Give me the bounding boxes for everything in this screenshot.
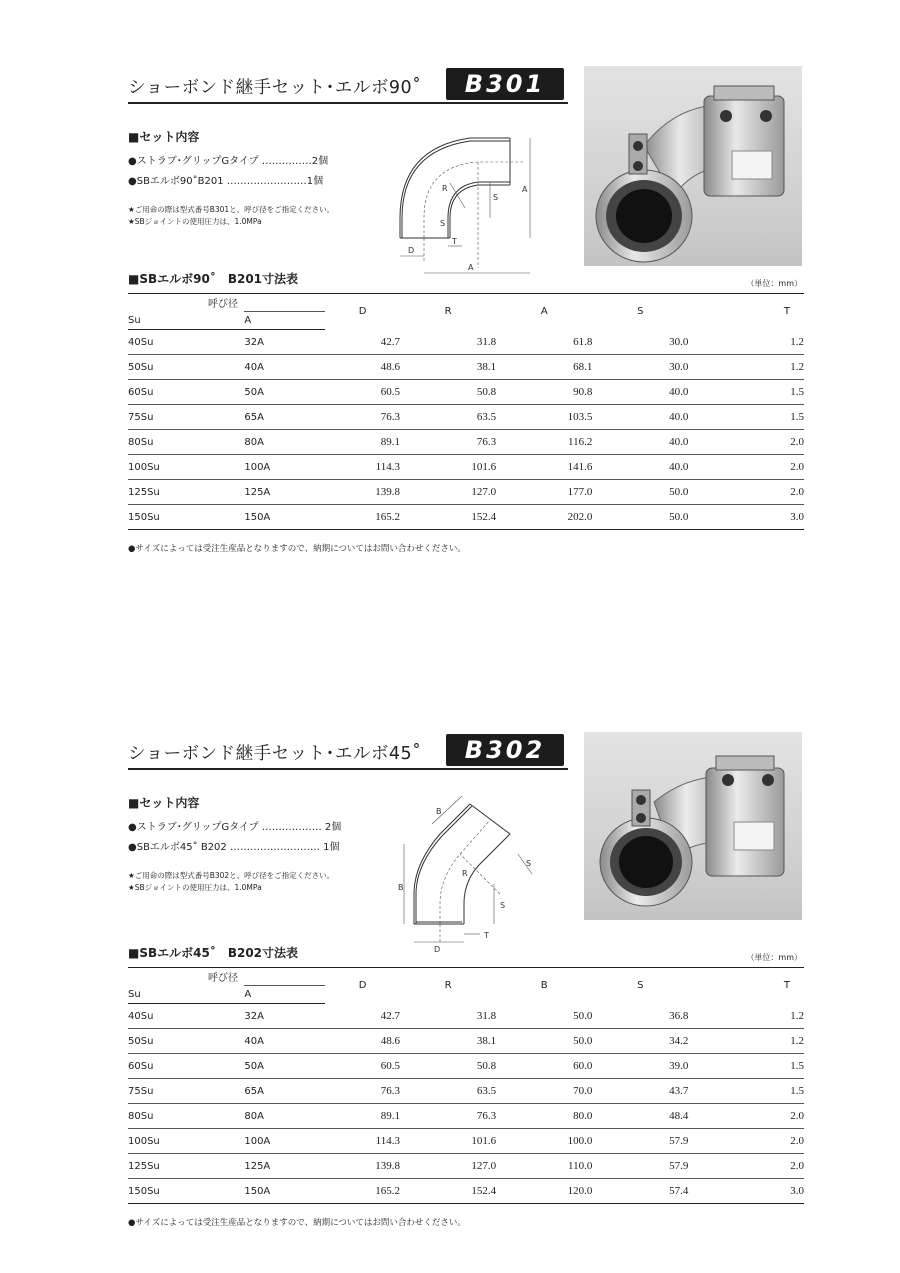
table-cell: 42.7	[325, 1004, 400, 1029]
contents-item: ●SBエルボ90˚B201 ……………………1個	[128, 176, 324, 187]
table-row	[128, 1029, 804, 1054]
table-cell: 61.8	[496, 330, 592, 355]
contents-item: ●ストラブ･グリップGタイプ ……………2個	[128, 156, 329, 167]
header-col: A	[496, 294, 592, 330]
header-nominal: 呼び径	[128, 294, 325, 312]
table-cell: 1.5	[688, 380, 804, 405]
table-cell: 36.8	[592, 1004, 688, 1029]
table-cell: 65A	[244, 405, 325, 430]
table-cell: 2.0	[688, 430, 804, 455]
table-cell: 68.1	[496, 355, 592, 380]
table-cell: 2.0	[688, 480, 804, 505]
table-cell: 43.7	[592, 1079, 688, 1104]
table-cell: 60Su	[128, 380, 244, 405]
table-cell: 103.5	[496, 405, 592, 430]
table-cell: 80A	[244, 430, 325, 455]
table-cell: 50A	[244, 1054, 325, 1079]
table-cell: 2.0	[688, 455, 804, 480]
table-row	[128, 505, 804, 530]
dimension-table	[128, 967, 804, 1204]
table-cell: 177.0	[496, 480, 592, 505]
table-row	[128, 1054, 804, 1079]
table-cell: 40.0	[592, 405, 688, 430]
header-a: A	[244, 312, 325, 330]
title-row	[128, 62, 568, 104]
table-cell: 63.5	[400, 405, 496, 430]
unit-label: （単位：mm）	[746, 953, 802, 962]
table-cell: 100Su	[128, 1129, 244, 1154]
table-cell: 110.0	[496, 1154, 592, 1179]
table-cell: 50.0	[592, 480, 688, 505]
header-col: B	[496, 968, 592, 1004]
table-cell: 48.6	[325, 1029, 400, 1054]
label-s-vertical: S	[500, 901, 506, 910]
dimension-table	[128, 293, 804, 530]
label-a-horizontal: A	[468, 263, 474, 272]
coupling-elbow-photo-icon	[584, 732, 802, 920]
section-title: ショーボンド継手セット･エルボ45˚	[128, 744, 422, 764]
table-cell: 125A	[244, 480, 325, 505]
label-d: D	[434, 945, 441, 954]
table-cell: 76.3	[325, 405, 400, 430]
table-cell: 38.1	[400, 355, 496, 380]
table-row	[128, 1129, 804, 1154]
table-cell: 3.0	[688, 1179, 804, 1204]
table-cell: 127.0	[400, 1154, 496, 1179]
header-nominal: 呼び径	[128, 968, 325, 986]
label-t: T	[452, 237, 457, 246]
table-cell: 1.5	[688, 1079, 804, 1104]
table-cell: 114.3	[325, 455, 400, 480]
contents-heading: ■セット内容	[128, 130, 200, 144]
table-cell: 152.4	[400, 1179, 496, 1204]
header-col: S	[592, 294, 688, 330]
table-cell: 90.8	[496, 380, 592, 405]
table-cell: 141.6	[496, 455, 592, 480]
title-row	[128, 728, 568, 770]
table-cell: 101.6	[400, 455, 496, 480]
table-row	[128, 1079, 804, 1104]
label-b-diagonal: B	[436, 807, 442, 816]
section-title: ショーボンド継手セット･エルボ90˚	[128, 78, 422, 98]
table-cell: 100A	[244, 1129, 325, 1154]
table-row	[128, 405, 804, 430]
table-cell: 2.0	[688, 1104, 804, 1129]
table-cell: 3.0	[688, 505, 804, 530]
header-col: T	[688, 968, 804, 1004]
table-cell: 76.3	[400, 1104, 496, 1129]
table-cell: 1.2	[688, 1004, 804, 1029]
note: ★SBジョイントの使用圧力は、1.0MPa	[128, 217, 262, 226]
table-row	[128, 355, 804, 380]
table-cell: 30.0	[592, 330, 688, 355]
table-cell: 40Su	[128, 1004, 244, 1029]
table-cell: 80A	[244, 1104, 325, 1129]
table-cell: 89.1	[325, 1104, 400, 1129]
table-cell: 32A	[244, 1004, 325, 1029]
table-row	[128, 480, 804, 505]
table-cell: 116.2	[496, 430, 592, 455]
label-s-diagonal: S	[526, 859, 532, 868]
table-cell: 1.2	[688, 355, 804, 380]
table-cell: 2.0	[688, 1129, 804, 1154]
table-cell: 48.4	[592, 1104, 688, 1129]
table-cell: 50Su	[128, 355, 244, 380]
product-code-badge: B301	[446, 68, 564, 100]
table-cell: 57.9	[592, 1154, 688, 1179]
contents-item: ●ストラブ･グリップGタイプ ……………… 2個	[128, 822, 342, 833]
table-cell: 31.8	[400, 330, 496, 355]
table-cell: 65A	[244, 1079, 325, 1104]
elbow45-diagram	[400, 794, 560, 954]
table-cell: 2.0	[688, 1154, 804, 1179]
table-cell: 125Su	[128, 480, 244, 505]
header-a: A	[244, 986, 325, 1004]
elbow90-diagram	[390, 118, 540, 278]
table-cell: 100Su	[128, 455, 244, 480]
table-cell: 50.0	[592, 505, 688, 530]
table-row	[128, 1004, 804, 1029]
table-cell: 39.0	[592, 1054, 688, 1079]
table-cell: 40A	[244, 355, 325, 380]
table-cell: 63.5	[400, 1079, 496, 1104]
table-row	[128, 380, 804, 405]
table-cell: 100.0	[496, 1129, 592, 1154]
table-cell: 1.5	[688, 405, 804, 430]
table-cell: 120.0	[496, 1179, 592, 1204]
footnote: ●サイズによっては受注生産品となりますので、納期についてはお問い合わせください。	[128, 544, 466, 554]
table-cell: 40Su	[128, 330, 244, 355]
product-photo	[584, 732, 802, 920]
table-cell: 60.5	[325, 1054, 400, 1079]
note: ★ご用命の際は型式番号B301と、呼び径をご指定ください。	[128, 205, 335, 214]
footnote: ●サイズによっては受注生産品となりますので、納期についてはお問い合わせください。	[128, 1218, 466, 1228]
table-cell: 50.8	[400, 1054, 496, 1079]
label-r: R	[462, 869, 468, 878]
table-cell: 76.3	[325, 1079, 400, 1104]
header-col: R	[400, 968, 496, 1004]
label-r: R	[442, 184, 448, 193]
table-cell: 48.6	[325, 355, 400, 380]
table-cell: 42.7	[325, 330, 400, 355]
unit-label: （単位：mm）	[746, 279, 802, 288]
label-s: S	[493, 193, 499, 202]
table-cell: 1.2	[688, 1029, 804, 1054]
note: ★ご用命の際は型式番号B302と、呼び径をご指定ください。	[128, 871, 335, 880]
table-cell: 50Su	[128, 1029, 244, 1054]
table-row	[128, 455, 804, 480]
table-row	[128, 1179, 804, 1204]
table-cell: 76.3	[400, 430, 496, 455]
table-cell: 50A	[244, 380, 325, 405]
note: ★SBジョイントの使用圧力は、1.0MPa	[128, 883, 262, 892]
header-col: S	[592, 968, 688, 1004]
table-cell: 70.0	[496, 1079, 592, 1104]
table-cell: 150Su	[128, 505, 244, 530]
contents-heading: ■セット内容	[128, 796, 200, 810]
table-heading: ■SBエルボ90˚ B201寸法表	[128, 272, 299, 286]
coupling-elbow-photo-icon	[584, 66, 802, 266]
table-cell: 50.0	[496, 1004, 592, 1029]
table-cell: 165.2	[325, 505, 400, 530]
product-code-badge: B302	[446, 734, 564, 766]
table-cell: 50.8	[400, 380, 496, 405]
table-cell: 40A	[244, 1029, 325, 1054]
header-su: Su	[128, 986, 244, 1004]
table-cell: 32A	[244, 330, 325, 355]
label-b-vertical: B	[398, 883, 404, 892]
table-cell: 60Su	[128, 1054, 244, 1079]
header-col: D	[325, 968, 400, 1004]
table-cell: 150A	[244, 505, 325, 530]
table-row	[128, 1104, 804, 1129]
table-cell: 80Su	[128, 1104, 244, 1129]
table-cell: 139.8	[325, 1154, 400, 1179]
table-cell: 165.2	[325, 1179, 400, 1204]
table-cell: 127.0	[400, 480, 496, 505]
label-d: D	[408, 246, 415, 255]
table-cell: 152.4	[400, 505, 496, 530]
table-cell: 80Su	[128, 430, 244, 455]
table-cell: 1.2	[688, 330, 804, 355]
table-cell: 75Su	[128, 405, 244, 430]
table-cell: 31.8	[400, 1004, 496, 1029]
table-cell: 125A	[244, 1154, 325, 1179]
table-cell: 80.0	[496, 1104, 592, 1129]
table-cell: 202.0	[496, 505, 592, 530]
table-cell: 57.9	[592, 1129, 688, 1154]
table-cell: 57.4	[592, 1179, 688, 1204]
table-cell: 101.6	[400, 1129, 496, 1154]
table-cell: 75Su	[128, 1079, 244, 1104]
table-heading: ■SBエルボ45˚ B202寸法表	[128, 946, 299, 960]
header-col: T	[688, 294, 804, 330]
header-su: Su	[128, 312, 244, 330]
contents-item: ●SBエルボ45˚ B202 ……………………… 1個	[128, 842, 340, 853]
product-photo	[584, 66, 802, 266]
table-row	[128, 430, 804, 455]
label-t: T	[484, 931, 489, 940]
table-cell: 139.8	[325, 480, 400, 505]
table-cell: 60.0	[496, 1054, 592, 1079]
table-cell: 1.5	[688, 1054, 804, 1079]
table-cell: 40.0	[592, 380, 688, 405]
header-col: R	[400, 294, 496, 330]
table-cell: 125Su	[128, 1154, 244, 1179]
table-cell: 150Su	[128, 1179, 244, 1204]
header-col: D	[325, 294, 400, 330]
table-cell: 114.3	[325, 1129, 400, 1154]
table-cell: 60.5	[325, 380, 400, 405]
table-cell: 89.1	[325, 430, 400, 455]
table-cell: 40.0	[592, 430, 688, 455]
table-row	[128, 1154, 804, 1179]
table-cell: 38.1	[400, 1029, 496, 1054]
table-cell: 50.0	[496, 1029, 592, 1054]
table-row	[128, 330, 804, 355]
label-s-small: S	[440, 219, 446, 228]
table-cell: 30.0	[592, 355, 688, 380]
table-cell: 100A	[244, 455, 325, 480]
table-cell: 34.2	[592, 1029, 688, 1054]
label-a-vertical: A	[522, 185, 528, 194]
table-cell: 40.0	[592, 455, 688, 480]
table-cell: 150A	[244, 1179, 325, 1204]
